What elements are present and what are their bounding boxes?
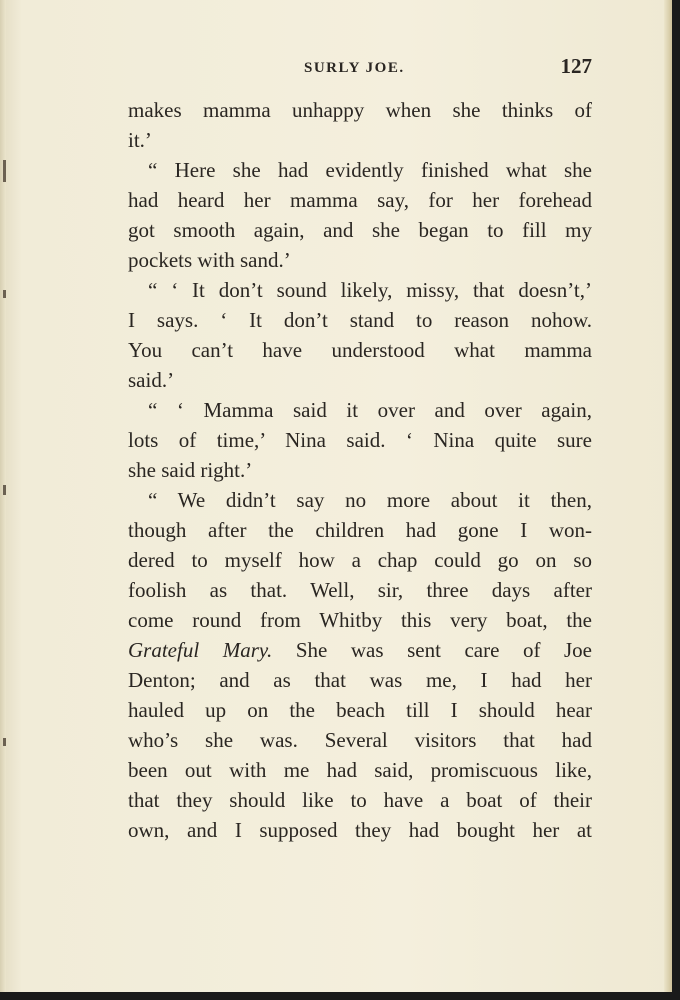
text-line: lots of time,’ Nina said. ‘ Nina quite sure <box>128 428 592 452</box>
text-line: “ We didn’t say no more about it then, <box>148 488 592 512</box>
margin-mark <box>3 485 6 495</box>
text-line: had heard her mamma say, for her forehead <box>128 188 592 212</box>
text-line: You can’t have understood what mamma <box>128 338 592 362</box>
text-line: got smooth again, and she began to fill my <box>128 218 592 242</box>
text-line: foolish as that. Well, sir, three days after <box>128 578 592 602</box>
margin-mark <box>3 738 6 746</box>
text-line: who’s she was. Several visitors that had <box>128 728 592 752</box>
margin-mark <box>3 290 6 298</box>
text-line: “ Here she had evidently finished what she <box>148 158 592 182</box>
page-edge-shadow <box>664 0 672 992</box>
text-line: it.’ <box>128 128 152 152</box>
text-line: Denton; and as that was me, I had her <box>128 668 592 692</box>
text-line <box>128 635 592 665</box>
text-line: she said right.’ <box>128 458 253 482</box>
text-line-rest: She was sent care of Joe <box>272 638 592 662</box>
text-line: pockets with sand.’ <box>128 248 291 272</box>
text-line: own, and I supposed they had bought her at <box>128 818 592 842</box>
running-head: SURLY JOE. <box>304 60 405 76</box>
page-gutter-shadow <box>0 0 6 992</box>
text-line: “ ‘ Mamma said it over and over again, <box>148 398 592 422</box>
text-line: makes mamma unhappy when she thinks of <box>128 98 592 122</box>
text-line: been out with me had said, promiscuous like, <box>128 758 592 782</box>
ship-name: Grateful Mary. <box>128 638 273 662</box>
text-line: said.’ <box>128 368 175 392</box>
text-line: hauled up on the beach till I should hear <box>128 698 592 722</box>
margin-mark <box>3 160 6 182</box>
page-number: 127 <box>560 54 592 78</box>
text-line: dered to myself how a chap could go on so <box>128 548 592 572</box>
body-text <box>128 95 592 845</box>
text-line: I says. ‘ It don’t stand to reason nohow. <box>128 308 592 332</box>
text-line: that they should like to have a boat of their <box>128 788 592 812</box>
text-line: though after the children had gone I won- <box>128 518 592 542</box>
text-line: “ ‘ It don’t sound likely, missy, that doesn’t,’ <box>148 278 592 302</box>
page-header <box>128 56 592 82</box>
text-line: come round from Whitby this very boat, the <box>128 608 592 632</box>
